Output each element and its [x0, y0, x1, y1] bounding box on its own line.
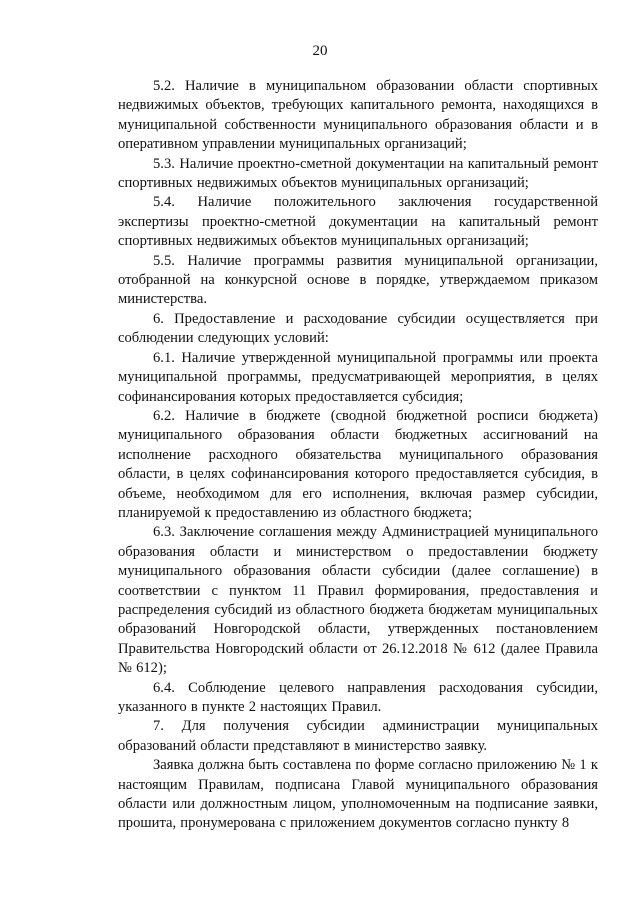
paragraph-6-1: 6.1. Наличие утвержденной муниципальной программы или проекта муниципальной программы, предусматривающей мероприятия, в целях софинансирования которых предоставляется субсидия; [118, 349, 598, 405]
paragraph-6-3: 6.3. Заключение соглашения между Администрацией муниципального образования области и министерством о предоставлении бюджету муниципального образования области субсидии (далее соглашение) в соответствии с пунктом 11 Правил формирования, предоставления и распределения субсидий из областного бюджета бюджетам муниципальных образований Новгородской области, утвержденных постановлением Правительства Новгородский области от 26.12.2018 № 612 (далее Правила № 612); [118, 524, 598, 677]
paragraph-5-4: 5.4. Наличие положительного заключения государственной экспертизы проектно-сметной документации на капитальный ремонт спортивных недвижимых объектов муниципальных организаций; [118, 194, 598, 250]
document-body [118, 77, 598, 834]
paragraph-5-2: 5.2. Наличие в муниципальном образовании области спортивных недвижимых объектов, требующих капитального ремонта, находящихся в муниципальной собственности муниципального образования области и в оперативном управлении муниципальных организаций; [118, 78, 598, 153]
paragraph-6-2: 6.2. Наличие в бюджете (сводной бюджетной росписи бюджета) муниципального образования области бюджетных ассигнований на исполнение расходного обязательства муниципального образования области, в целях софинансирования которого предоставляется субсидия, в объеме, необходимом для его исполнения, включая размер субсидии, планируемой к предоставлению из областного бюджета; [118, 407, 598, 521]
paragraph-application-form: Заявка должна быть составлена по форме согласно приложению № 1 к настоящим Правилам, подписана Главой муниципального образования области или должностным лицом, уполномоченным на подписание заявки, прошита, пронумерована с приложением документов согласно пункту 8 [118, 757, 598, 832]
paragraph-7: 7. Для получения субсидии администрации муниципальных образований области представляют в министерство заявку. [118, 718, 598, 754]
paragraph-5-3: 5.3. Наличие проектно-сметной документации на капитальный ремонт спортивных недвижимых объектов муниципальных организаций; [118, 155, 598, 192]
page-number: 20 [312, 43, 328, 59]
paragraph-6: 6. Предоставление и расходование субсидии осуществляется при соблюдении следующих условий: [118, 310, 598, 347]
paragraph-6-4: 6.4. Соблюдение целевого направления расходования субсидии, указанного в пункте 2 настоящих Правил. [118, 679, 598, 715]
paragraph-5-5: 5.5. Наличие программы развития муниципальной организации, отобранной на конкурсной основе в порядке, утверждаемом приказом министерства. [118, 252, 598, 308]
